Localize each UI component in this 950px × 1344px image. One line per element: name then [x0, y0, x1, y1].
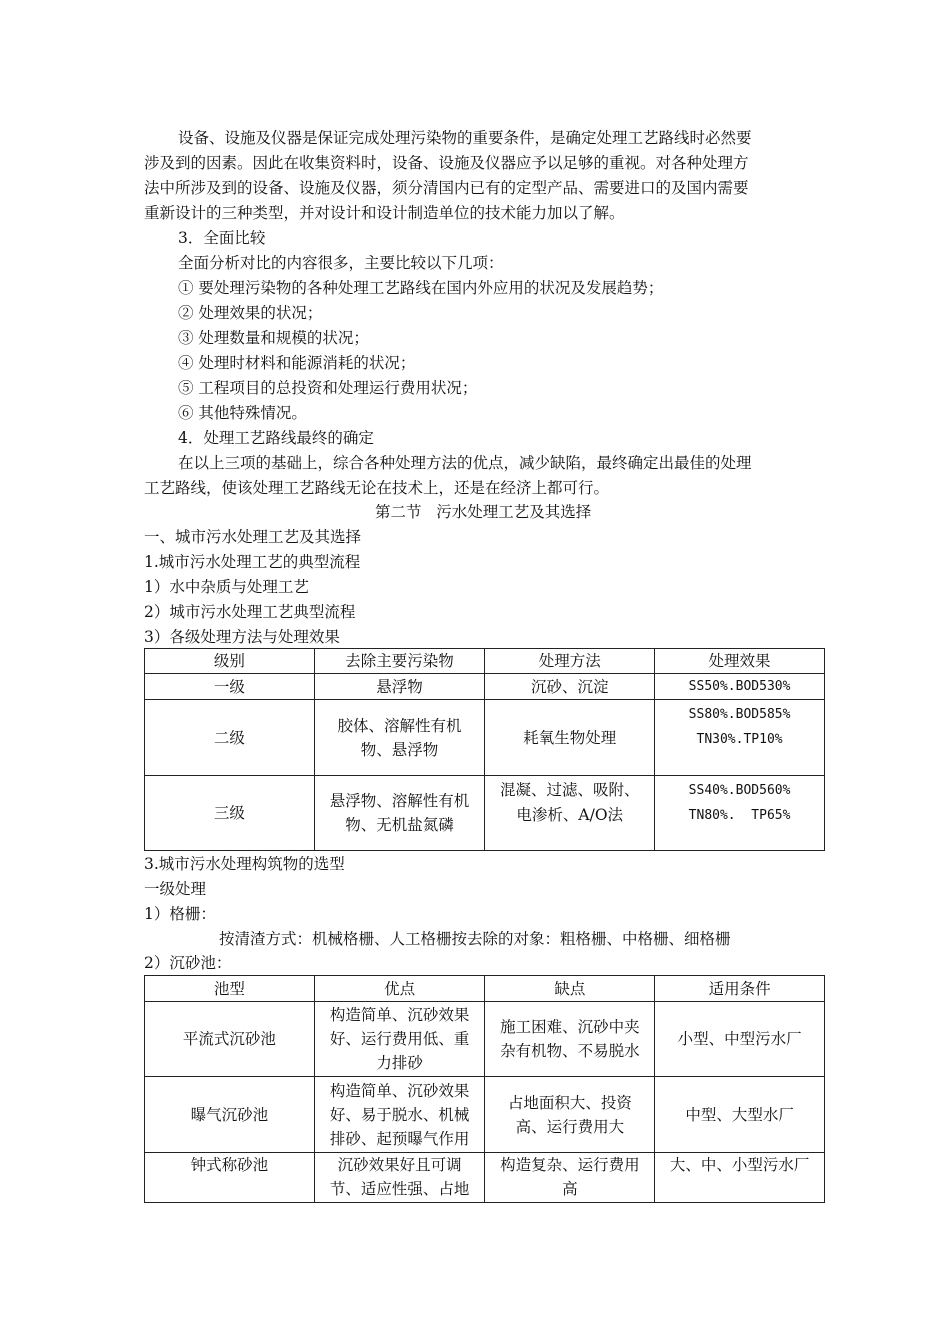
cell-line: 高、运行费用大	[515, 1117, 625, 1136]
table-header-cell: 池型	[145, 976, 315, 1002]
cell-line: 占地面积大、投资	[507, 1093, 632, 1112]
outline-item: 一级处理	[144, 880, 207, 898]
grit-chamber-table	[144, 975, 825, 1203]
cell-line: 耗氧生物处理	[523, 728, 617, 747]
table-header-cell: 处理方法	[485, 649, 655, 674]
paragraph-line: 涉及到的因素。因此在收集资料时，设备、设施及仪器应予以足够的重视。对各种处理方	[144, 154, 749, 172]
table-header-cell: 处理效果	[655, 649, 825, 674]
table-header-cell: 缺点	[485, 976, 655, 1002]
table-header-row	[145, 649, 825, 674]
cell-line: 好、运行费用低、重	[329, 1030, 470, 1048]
cell-line: 悬浮物、溶解性有机	[329, 792, 470, 810]
table-row	[145, 1077, 825, 1153]
section-title: 第二节 污水处理工艺及其选择	[375, 503, 592, 521]
cons-cell	[485, 1077, 655, 1153]
effect-cell	[655, 776, 825, 851]
grille-description: 按清渣方式：机械格栅、人工格栅按去除的对象：粗格栅、中格栅、细格栅	[219, 930, 731, 948]
table-header-row	[145, 976, 825, 1002]
table-header-cell: 优点	[314, 976, 485, 1002]
heading-final-route: 4．处理工艺路线最终的确定	[178, 429, 374, 447]
cell-line: 沉砂效果好且可调	[337, 1156, 462, 1174]
compare-item: ⑥ 其他特殊情况。	[178, 404, 307, 422]
cell-line: 混凝、过滤、吸附、	[499, 781, 640, 799]
pollutant-cell	[314, 700, 485, 776]
condition-cell: 大、中、小型污水厂	[655, 1153, 825, 1203]
level-cell: 一级	[145, 674, 315, 700]
outline-item: 1）格栅：	[144, 905, 216, 923]
paragraph-line: 重新设计的三种类型，并对设计和设计制造单位的技术能力加以了解。	[144, 204, 625, 222]
cell-line: 胶体、溶解性有机	[337, 716, 462, 735]
method-cell	[485, 776, 655, 851]
method-cell	[485, 674, 655, 700]
cell-line: 悬浮物	[376, 677, 423, 696]
outline-item: 1.城市污水处理工艺的典型流程	[144, 553, 361, 571]
compare-item: ④ 处理时材料和能源消耗的状况；	[178, 354, 416, 372]
cons-cell	[485, 1002, 655, 1077]
compare-item: ① 要处理污染物的各种处理工艺路线在国内外应用的状况及发展趋势；	[178, 279, 664, 297]
cell-line: 物、悬浮物	[360, 740, 439, 759]
table-header-cell: 适用条件	[655, 976, 825, 1002]
level-cell: 三级	[145, 776, 315, 851]
pros-cell	[314, 1153, 485, 1203]
effect-cell	[655, 700, 825, 776]
paragraph-line: 设备、设施及仪器是保证完成处理污染物的重要条件，是确定处理工艺路线时必然要	[178, 129, 752, 147]
condition-cell: 小型、中型污水厂	[655, 1002, 825, 1077]
paragraph-line: 在以上三项的基础上，综合各种处理方法的优点，减少缺陷，最终确定出最佳的处理	[178, 454, 752, 472]
cons-cell	[485, 1153, 655, 1203]
cell-line: 力排砂	[376, 1054, 423, 1072]
cell-line: TN30%.TP10%	[696, 732, 783, 747]
cell-line: 构造复杂、运行费用	[500, 1156, 640, 1174]
compare-item: ② 处理效果的状况；	[178, 304, 323, 322]
outline-item: 2）城市污水处理工艺典型流程	[144, 603, 356, 621]
paragraph-line: 法中所涉及到的设备、设施及仪器，须分清国内已有的定型产品、需要进口的及国内需要	[144, 179, 749, 197]
cell-line: 构造简单、沉砂效果	[329, 1081, 470, 1100]
table-header-cell: 级别	[145, 649, 315, 674]
table-row	[145, 700, 825, 776]
outline-item: 1）水中杂质与处理工艺	[144, 578, 309, 596]
paragraph-line: 工艺路线，使该处理工艺路线无论在技术上，还是在经济上都可行。	[144, 479, 610, 497]
table-header-cell: 去除主要污染物	[314, 649, 485, 674]
pollutant-cell	[314, 674, 485, 700]
compare-intro: 全面分析对比的内容很多，主要比较以下几项：	[178, 254, 504, 272]
treatment-levels-table	[144, 648, 825, 851]
cell-line: TN80%. TP65%	[688, 808, 791, 823]
cell-line: 杂有机物、不易脱水	[500, 1042, 640, 1060]
condition-cell: 中型、大型水厂	[655, 1077, 825, 1153]
compare-item: ⑤ 工程项目的总投资和处理运行费用状况；	[178, 379, 478, 397]
cell-line: SS80%.BOD585%	[688, 707, 791, 722]
type-cell: 钟式称砂池	[145, 1153, 315, 1203]
method-cell	[485, 700, 655, 776]
table-row	[145, 1002, 825, 1077]
cell-line: 高	[562, 1180, 578, 1198]
cell-line: 节、适应性强、占地	[329, 1180, 470, 1198]
outline-item: 一、城市污水处理工艺及其选择	[144, 528, 362, 546]
pros-cell	[314, 1002, 485, 1077]
outline-item: 3）各级处理方法与处理效果	[144, 628, 340, 646]
outline-item: 3.城市污水处理构筑物的选型	[144, 855, 345, 873]
effect-cell	[655, 674, 825, 700]
outline-item: 2）沉砂池：	[144, 954, 232, 972]
cell-line: 排砂、起预曝气作用	[329, 1129, 470, 1148]
table-row	[145, 1153, 825, 1203]
cell-line: SS40%.BOD560%	[688, 783, 791, 798]
pros-cell	[314, 1077, 485, 1153]
type-cell: 平流式沉砂池	[145, 1002, 315, 1077]
heading-comprehensive-comparison: 3．全面比较	[178, 229, 266, 247]
compare-item: ③ 处理数量和规模的状况；	[178, 329, 369, 347]
level-cell: 二级	[145, 700, 315, 776]
cell-line: SS50%.BOD530%	[688, 678, 791, 694]
cell-line: 施工困难、沉砂中夹	[500, 1018, 640, 1036]
cell-line: 好、易于脱水、机械	[329, 1105, 470, 1124]
cell-line: 沉砂、沉淀	[530, 677, 609, 696]
table-row	[145, 674, 825, 700]
cell-line: 构造简单、沉砂效果	[329, 1006, 470, 1024]
table-row	[145, 776, 825, 851]
pollutant-cell	[314, 776, 485, 851]
cell-line: 电渗析、A/O法	[516, 806, 624, 824]
cell-line: 物、无机盐氮磷	[345, 816, 454, 834]
type-cell: 曝气沉砂池	[145, 1077, 315, 1153]
